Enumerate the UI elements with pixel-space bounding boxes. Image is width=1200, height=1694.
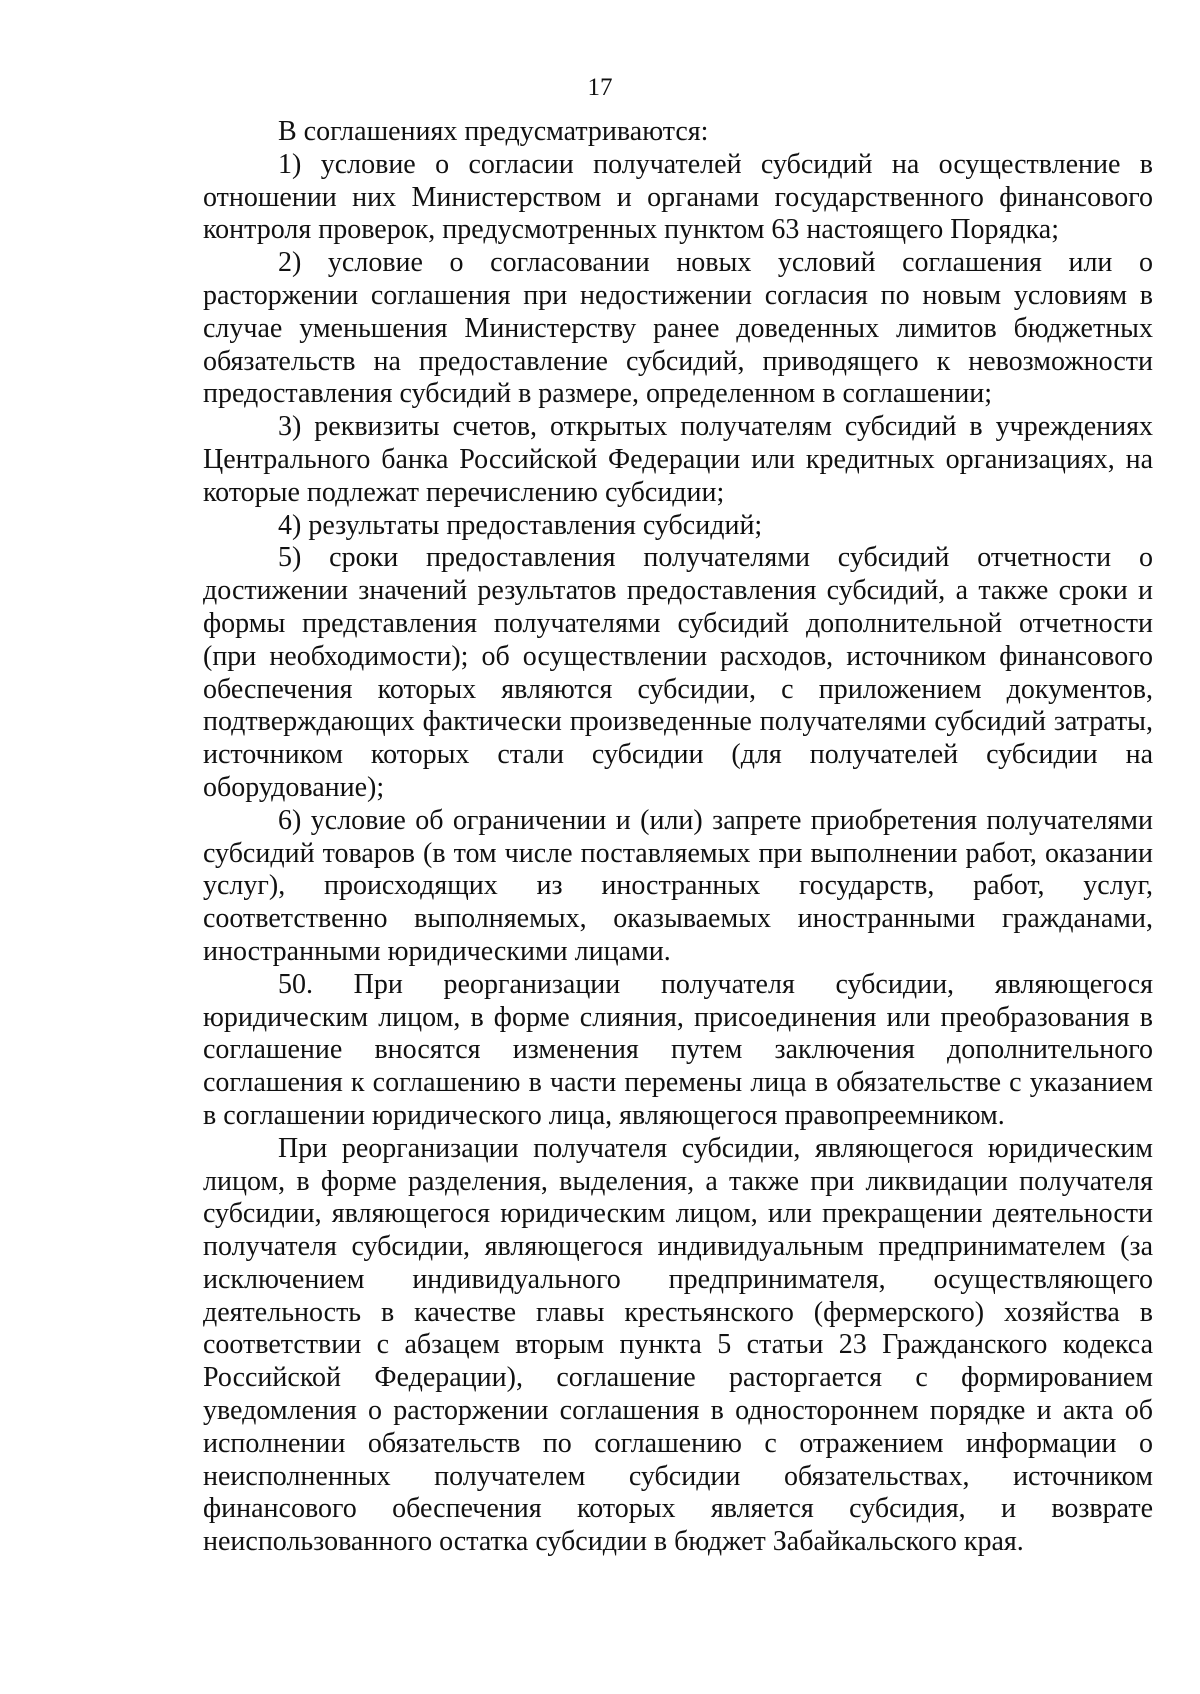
paragraph-intro: В соглашениях предусматриваются: [278,116,709,147]
paragraph-item-5: 5) сроки предоставления получателями субсидий отчетности о достижении значений результатов предоставления субсидий, а также сроки и формы представления получателями субсидий дополнительной отчетности (при необходимости); об осуществлении расходов, источником финансового обеспечения которых являются субсидии, с приложением документов, подтверждающих фактически произведенные получателями субсидий затраты, источником которых стали субсидии (для получателей субсидии на оборудование); [203,542,1153,803]
paragraph-item-4: 4) результаты предоставления субсидий; [278,509,763,541]
paragraph-item-6: 6) условие об ограничении и (или) запрете приобретения получателями субсидий товаров (в том числе поставляемых при выполнении работ, оказании услуг), происходящих из иностранных государств, работ, услуг, соответственно выполняемых, оказываемых иностранными гражданами, иностранными юридическими лицами. [203,804,1153,967]
paragraph-item-1: 1) условие о согласии получателей субсидий на осуществление в отношении них Министерством и органами государственного финансового контроля проверок, предусмотренных пунктом 63 настоящего Порядка; [203,148,1153,246]
paragraph-item-3: 3) реквизиты счетов, открытых получателям субсидий в учреждениях Центрального банка Российской Федерации или кредитных организациях, на которые подлежат перечислению субсидии; [203,411,1153,508]
paragraph-clause-50: 50. При реорганизации получателя субсидии, являющегося юридическим лицом, в форме слияния, присоединения или преобразования в соглашение вносятся изменения путем заключения дополнительного соглашения к соглашению в части перемены лица в обязательстве с указанием в соглашении юридического лица, являющегося правопреемником. [203,968,1153,1131]
page-number: 17 [587,74,613,101]
paragraph-reorganization: При реорганизации получателя субсидии, являющегося юридическим лицом, в форме разделения, выделения, а также при ликвидации получателя субсидии, являющегося юридическим лицом, или прекращении деятельности получателя субсидии, являющегося индивидуальным предпринимателем (за исключением индивидуального предпринимателя, осуществляющего деятельность в качестве главы крестьянского (фермерского) хозяйства в соответствии с абзацем вторым пункта 5 статьи 23 Гражданского кодекса Российской Федерации), соглашение расторгается с формированием уведомления о расторжении соглашения в одностороннем порядке и акта об исполнении обязательств по соглашению с отражением информации о неисполненных получателем субсидии обязательствах, источником финансового обеспечения которых является субсидия, и возврате неиспользованного остатка субсидии в бюджет Забайкальского края. [203,1132,1153,1558]
paragraph-item-2: 2) условие о согласовании новых условий соглашения или о расторжении соглашения при недостижении согласия по новым условиям в случае уменьшения Министерству ранее доведенных лимитов бюджетных обязательств на предоставление субсидий, приводящего к невозможности предоставления субсидий в размере, определенном в соглашении; [203,247,1153,410]
document-body [203,116,1153,1559]
